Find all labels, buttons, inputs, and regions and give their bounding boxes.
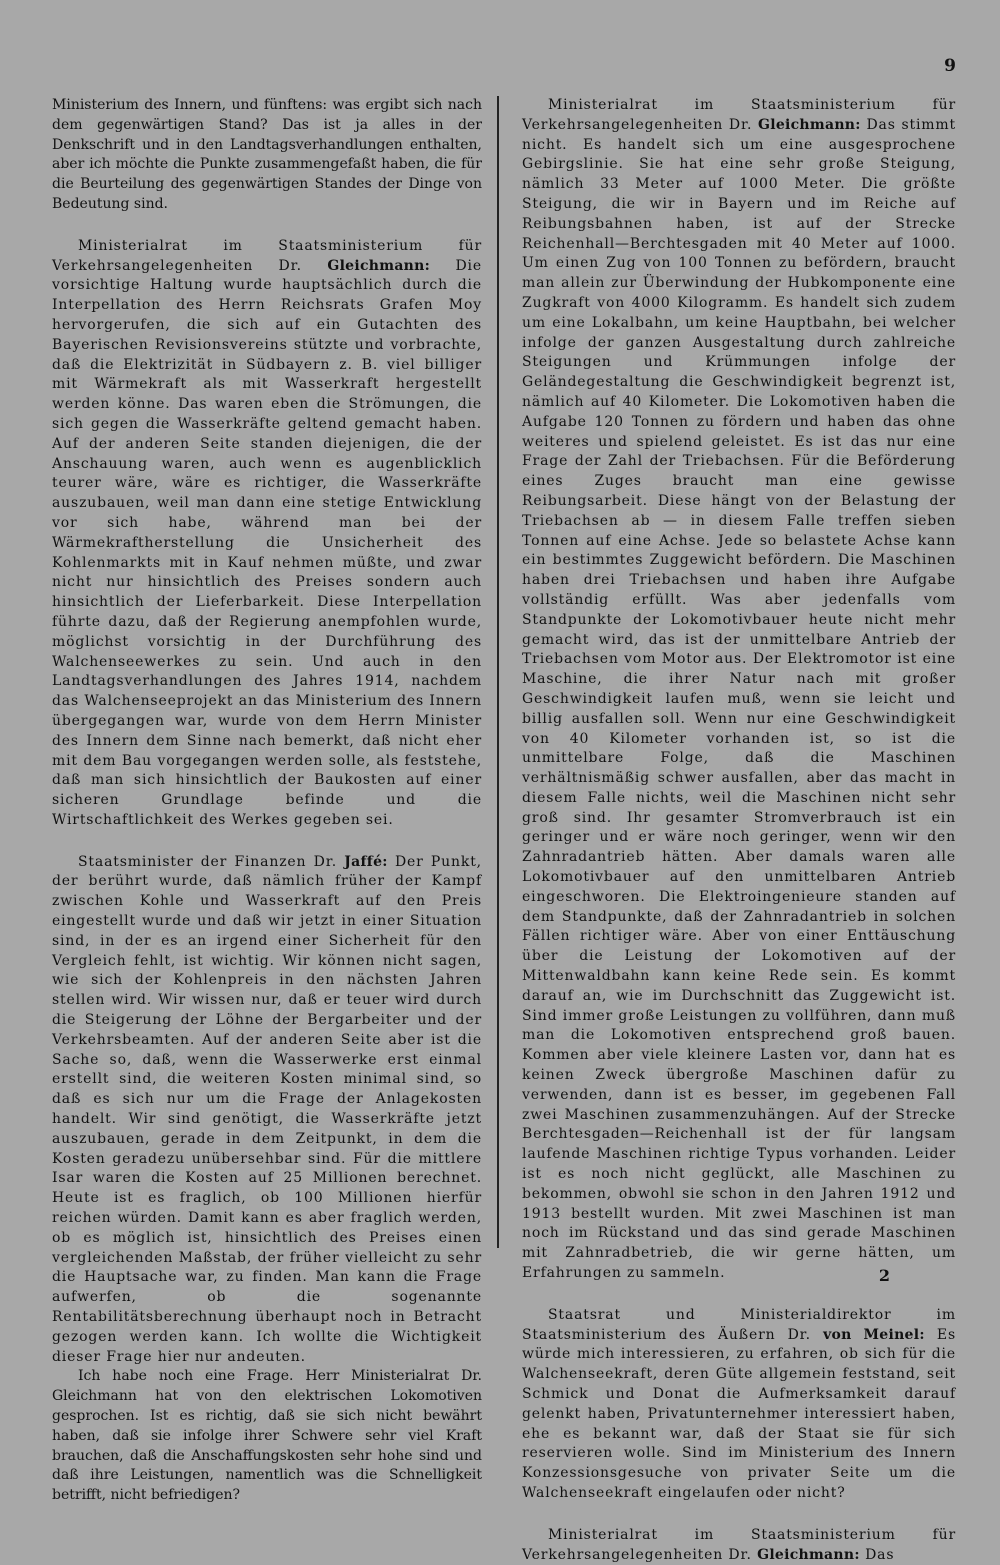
signature-mark: 2	[878, 1266, 890, 1285]
speaker-heading	[52, 853, 482, 1368]
speaker-name: Jaffé:	[344, 853, 388, 870]
paragraph: Es würde mich interessieren, zu erfahren, ob sich für die Walchenseekraft, deren Güte allgemein feststand, seit Schmick und Donat die Aufmerksamkeit darauf gelenkt haben, Privatunternehmer interessiert haben, ehe es bekannt war, daß der Staat sie für sich reservieren wolle. Sind im Ministerium des Innern Konzessionsgesuche von privater Seite um die Walchenseekraft eingelaufen oder nicht?	[522, 1326, 956, 1501]
paragraph: Ministerium des Innern, und fünftens: was ergibt sich nach dem gegenwärtigen Stand? Das ist ja alles in der Denkschrift und in den Landtagsverhandlungen enthalten, aber ich möchte die Punkte zusammengefaßt haben, die für die Beurteilung des gegenwärtigen Standes der Dinge von Bedeutung sind.	[52, 97, 482, 212]
left-column	[52, 96, 482, 1506]
speaker-heading	[522, 1306, 956, 1504]
speaker-name: von Meinel:	[823, 1326, 925, 1343]
speaker-title: Staatsrat und Ministerialdirektor im Staatsministerium des Äußern Dr.	[522, 1306, 956, 1343]
column-divider	[497, 96, 499, 1248]
paragraph: Das stimmt nicht. Es handelt sich um eine ausgesprochene Gebirgslinie. Sie hat eine sehr große Steigung, nämlich 33 Meter auf 1000 Meter. Die größte Steigung, die wir in Bayern und im Reiche auf Reibungsbahnen haben, ist auf der Strecke Reichenhall—Berchtesgaden mit 40 Meter auf 1000. Um einen Zug von 100 Tonnen zu befördern, braucht man allein zur Überwindung der Hubkomponente eine Zugkraft von 4000 Kilogramm. Es handelt sich zudem um eine Lokalbahn, um keine Hauptbahn, bei welcher infolge der ganzen Ausgestaltung durch zahlreiche Steigungen und Krümmungen infolge der Geländegestaltung die Geschwindigkeit begrenzt ist, nämlich auf 40 Kilometer. Die Lokomotiven haben die Aufgabe 120 Tonnen zu fördern und haben das ohne weiteres und spielend geleistet. Es ist das nur eine Frage der Zahl der Triebachsen. Für die Beförderung eines Zuges braucht man eine gewisse Reibungsarbeit. Diese hängt von der Belastung der Triebachsen ab — in diesem Falle treffen sieben Tonnen auf eine Achse. Jede so belastete Achse kann ein bestimmtes Zuggewicht befördern. Die Maschinen haben drei Triebachsen und haben ihre Aufgabe vollständig erfüllt. Was aber jedenfalls vom Standpunkte der Lokomotivbauer heute nicht mehr gemacht wird, das ist der unmittelbare Antrieb der Triebachsen vom Motor aus. Der Elektromotor ist eine Maschine, die ihrer Natur nach mit großer Geschwindigkeit laufen muß, wenn sie leicht und billig ausfallen soll. Wenn nur eine Geschwindigkeit von 40 Kilometer vorhanden ist, so ist die unmittelbare Folge, daß die Maschinen verhältnismäßig schwer ausfallen, aber das macht in diesem Falle nichts, weil die Maschinen nicht sehr groß sind. Ihr gesamter Stromverbrauch ist ein geringer und er wäre noch geringer, wenn wir den Zahnradantrieb hätten. Aber damals waren alle Lokomotivbauer auf den unmittelbaren Antrieb eingeschworen. Die Elektroingenieure standen auf dem Standpunkte, daß der Zahnradantrieb in solchen Fällen richtiger wäre. Aber von einer Enttäuschung über die Leistung der Lokomotiven auf der Mittenwaldbahn kann keine Rede sein. Es kommt darauf an, wie im Durchschnitt das Zuggewicht ist. Sind immer große Leistungen zu vollführen, dann muß man die Lokomotiven entsprechend groß bauen. Kommen aber viele kleinere Lasten vor, dann hat es keinen Zweck übergroße Maschinen dafür zu verwenden, dann ist es besser, im gegebenen Fall zwei Maschinen zusammenzuhängen. Auf der Strecke Berchtesgaden—Reichenhall ist der für langsam laufende Maschinen richtige Typus vorhanden. Leider ist es noch nicht geglückt, alle Maschinen zu bekommen, obwohl sie schon in den Jahren 1912 und 1913 bestellt wurden. Mit zwei Maschinen ist man noch im Rückstand und das sind gerade Maschinen mit Zahnradbetrieb, die wir gerne hätten, um Erfahrungen zu sammeln.	[522, 116, 957, 1282]
speaker-name: Gleichmann:	[327, 257, 431, 274]
speaker-name: Gleichmann:	[758, 116, 861, 133]
speaker-heading	[522, 1526, 956, 1565]
page-number: 9	[944, 56, 956, 76]
paragraph: Der Punkt, der berührt wurde, daß nämlich früher der Kampf zwischen Kohle und Wasserkraft auf den Preis eingestellt wurde und daß wir jetzt in einer Situation sind, in der es an irgend einer Sicherheit für den Vergleich fehlt, ist wichtig. Wir können nicht sagen, wie sich der Kohlenpreis in den nächsten Jahren stellen wird. Wir wissen nur, daß er teuer wird durch die Steigerung der Löhne der Bergarbeiter und der Verkehrsbeamten. Auf der anderen Seite aber ist die Sache so, daß, wenn die Wasserwerke erst einmal erstellt sind, die weiteren Kosten minimal sind, so daß es sich nur um die Frage der Anlagekosten handelt. Wir sind genötigt, die Wasserkräfte jetzt auszubauen, gerade in dem Zeitpunkt, in dem die Kosten geradezu unübersehbar sind. Für die mittlere Isar waren die Kosten auf 25 Millionen berechnet. Heute ist es fraglich, ob 100 Millionen hierfür reichen würden. Damit kann es aber fraglich werden, ob es möglich ist, hinsichtlich des Preises einen vergleichenden Maßstab, der früher vielleicht zu sehr die Hauptsache war, zu finden. Man kann die Frage aufwerfen, ob die sogenannte Rentabilitätsberechnung überhaupt noch in Betracht gezogen werden kann. Ich wollte die Wichtigkeit dieser Frage hier nur andeuten.	[52, 853, 482, 1365]
paragraph: Ich habe noch eine Frage. Herr Ministerialrat Dr. Gleichmann hat von den elektrischen Lokomotiven gesprochen. Ist es richtig, daß sie sich nicht bewährt haben, daß sie infolge ihrer Schwere sehr viel Kraft brauchen, daß die Anschaffungskosten sehr hohe sind und daß ihre Leistungen, namentlich was die Schnelligkeit betrifft, nicht befriedigen?	[52, 1368, 482, 1504]
speaker-title: Staatsminister der Finanzen Dr.	[78, 853, 337, 870]
speaker-title: Ministerialrat im Staatsministerium für Verkehrsangelegenheiten Dr.	[522, 1526, 956, 1563]
speaker-name: Gleichmann:	[757, 1546, 860, 1563]
speaker-title: Ministerialrat im Staatsministerium für Verkehrsangelegenheiten Dr.	[52, 237, 482, 274]
right-column	[522, 96, 956, 1565]
speaker-title: Ministerialrat im Staatsministerium für Verkehrsangelegenheiten Dr.	[522, 97, 956, 133]
speaker-heading	[52, 237, 482, 831]
paragraph: Die vorsichtige Haltung wurde hauptsächlich durch die Interpellation des Herrn Reichsrats Grafen Moy hervorgerufen, die sich auf ein Gutachten des Bayerischen Revisionsvereins stützte und vorbrachte, daß die Elektrizität in Südbayern z. B. viel billiger mit Wärmekraft als mit Wasserkraft hergestellt werden könne. Das waren eben die Strömungen, die sich gegen die Wasserkräfte geltend gemacht haben. Auf der anderen Seite standen diejenigen, die der Anschauung waren, auch wenn es augenblicklich teurer wäre, wäre es richtiger, die Wasserkräfte auszubauen, weil man dann eine stetige Entwicklung vor sich habe, während man bei der Wärmekraftherstellung die Unsicherheit des Kohlenmarkts mit in Kauf nehmen müßte, und zwar nicht nur hinsichtlich des Preises sondern auch hinsichtlich der Lieferbarkeit. Diese Interpellation führte dazu, daß der Regierung anempfohlen wurde, möglichst vorsichtig in der Durchführung des Walchenseewerkes zu sein. Und auch in den Landtagsverhandlungen des Jahres 1914, nachdem das Walchenseeprojekt an das Ministerium des Innern übergegangen war, wurde von dem Herrn Minister des Innern dem Sinne nach bemerkt, daß nicht eher mit dem Bau vorgegangen werden solle, als feststehe, daß man sich hinsichtlich der Baukosten auf einer sicheren Grundlage befinde und die Wirtschaftlichkeit des Werkes gegeben sei.	[52, 257, 482, 828]
speaker-heading	[522, 96, 956, 1284]
paragraph: Das	[865, 1546, 895, 1563]
